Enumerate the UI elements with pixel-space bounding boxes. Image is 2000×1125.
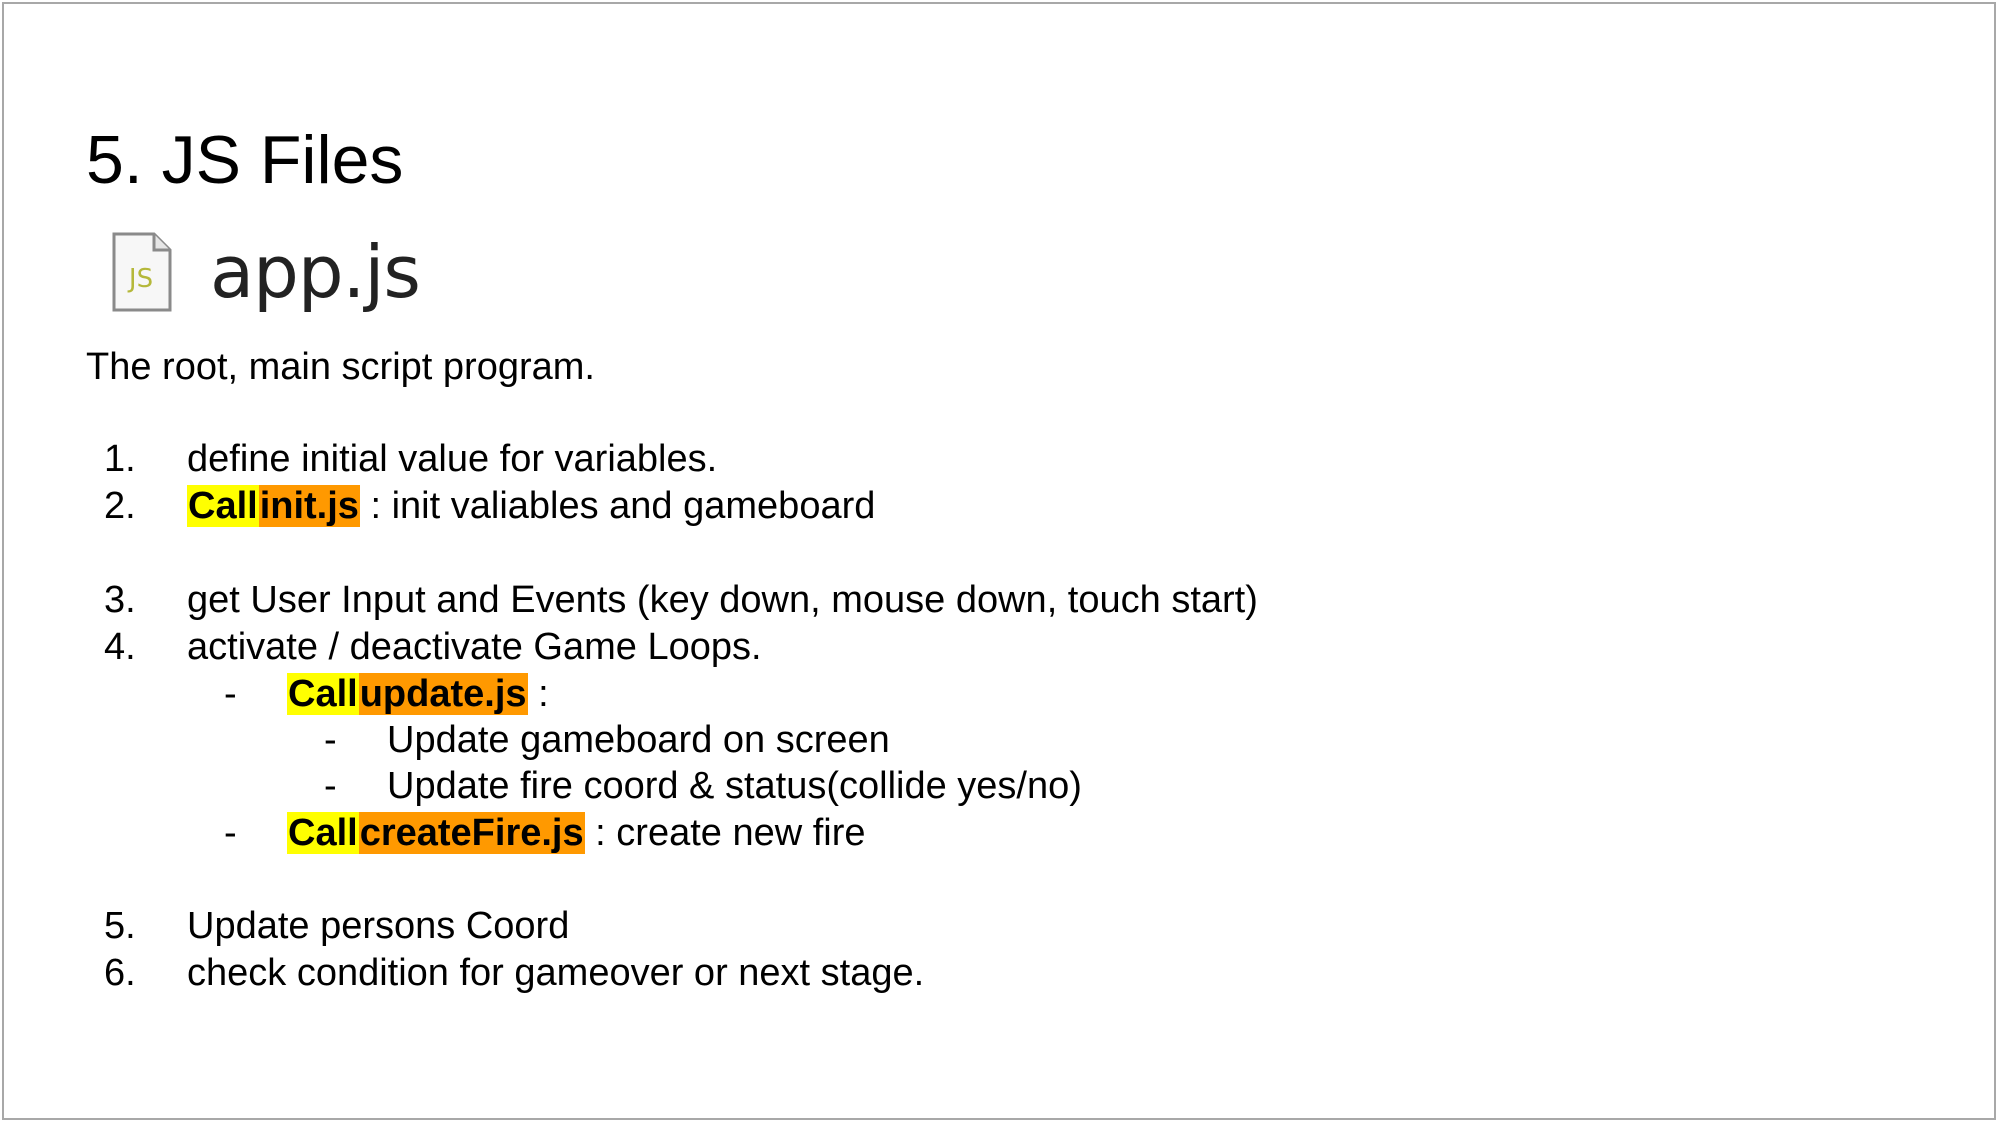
file-icon-label: JS (128, 264, 154, 294)
sub-list-item (287, 810, 866, 856)
list-number: 6. (104, 952, 136, 994)
sub-list-dash: - (224, 673, 237, 715)
list-item (187, 577, 1258, 623)
sub-list-item-text: Update fire coord & status(collide yes/no) (387, 765, 1082, 807)
list-item (187, 903, 569, 949)
sub-list-item (387, 717, 890, 763)
description: The root, main script program. (86, 346, 595, 388)
slide-title: 5. JS Files (86, 122, 404, 198)
list-item (187, 436, 717, 482)
list-item (187, 950, 924, 996)
sub-list-dash: - (324, 765, 337, 807)
list-number: 5. (104, 905, 136, 947)
list-item-text: get User Input and Events (key down, mouse down, touch start) (187, 579, 1258, 621)
list-item-text: : init valiables and gameboard (359, 485, 876, 527)
list-item-text: define initial value for variables. (187, 438, 718, 480)
sub-list-item (287, 671, 549, 717)
file-name: app.js (210, 230, 420, 314)
sub-list-item-text: : create new fire (584, 812, 866, 854)
list-number: 4. (104, 626, 136, 668)
list-item-text: Update persons Coord (187, 905, 570, 947)
file-entry (110, 222, 420, 322)
call-keyword: Call (188, 485, 258, 527)
list-item (187, 624, 762, 670)
sub-list-item-text: Update gameboard on screen (387, 719, 890, 761)
list-number: 1. (104, 438, 136, 480)
file-reference: update.js (359, 673, 527, 715)
file-reference: init.js (259, 485, 359, 527)
file-reference: createFire.js (359, 812, 584, 854)
list-item-text: check condition for gameover or next stage. (187, 952, 925, 994)
list-item-text: activate / deactivate Game Loops. (187, 626, 762, 668)
list-item (187, 483, 875, 529)
sub-list-dash: - (324, 719, 337, 761)
list-number: 3. (104, 579, 136, 621)
call-keyword: Call (288, 812, 358, 854)
sub-list-dash: - (224, 812, 237, 854)
call-keyword: Call (288, 673, 358, 715)
js-file-icon (110, 230, 174, 314)
sub-list-item (387, 763, 1082, 809)
list-number: 2. (104, 485, 136, 527)
sub-list-item-text: : (527, 673, 549, 715)
